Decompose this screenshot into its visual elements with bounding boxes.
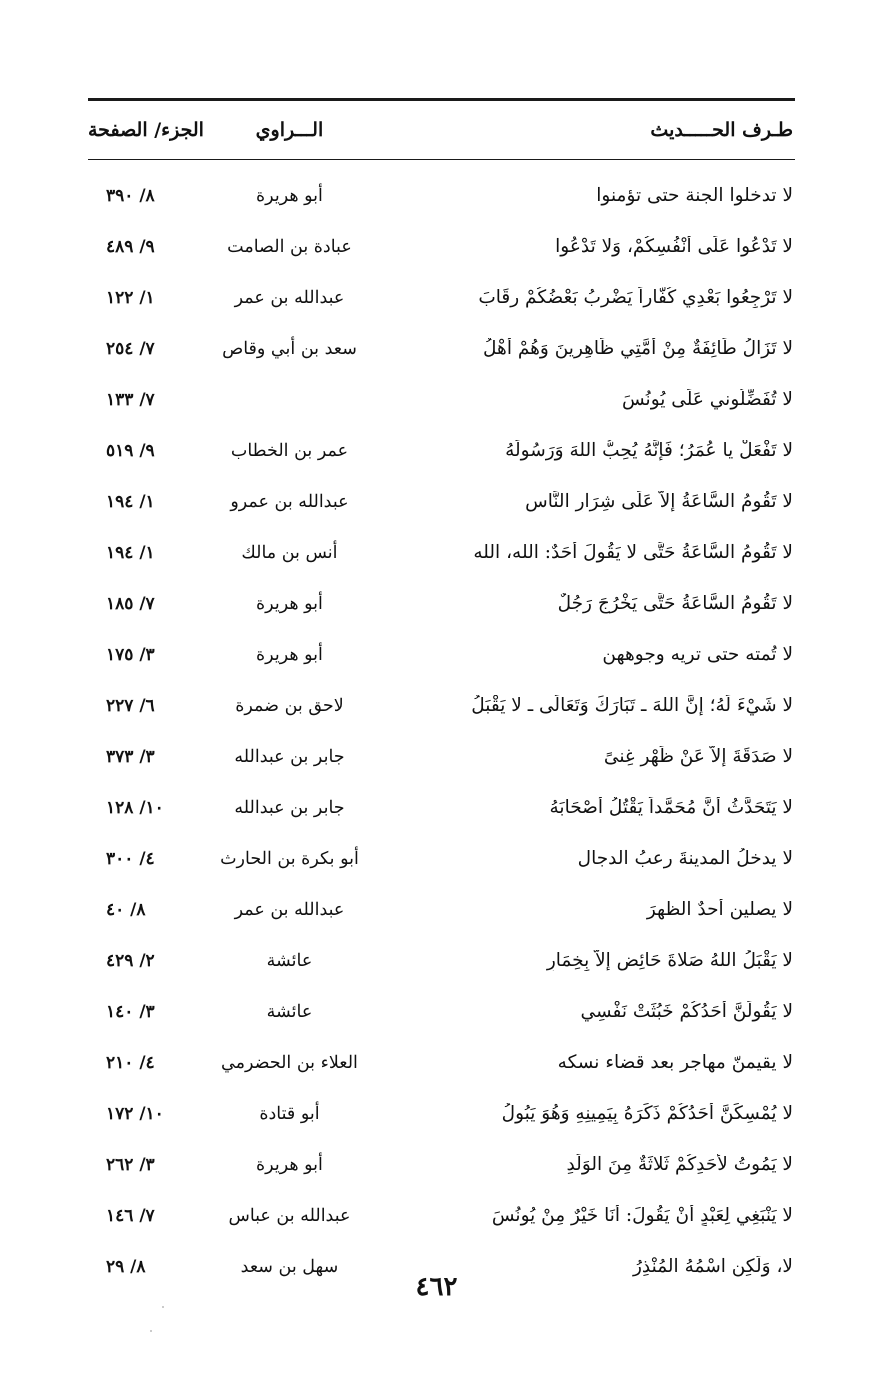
hadith-cell: لا تَزَالُ طَائِفَةٌ مِنْ أُمَّتِي ظَاهِرِينَ وَهُمْ أَهْلُ xyxy=(483,338,793,359)
table-row xyxy=(88,833,795,884)
hadith-cell: لا تَقُومُ السَّاعَةُ حَتَّى لا يَقُولَ أَحَدٌ: الله، الله xyxy=(473,542,793,563)
table-header xyxy=(88,101,795,160)
table-row xyxy=(88,884,795,935)
hadith-cell: لا يصلين أحدٌ الظهرَ xyxy=(646,899,793,920)
ref-cell: ٣/ ١٧٥ xyxy=(106,644,155,665)
hadith-cell: لا تَقُومُ السَّاعَةُ حَتَّى يَخْرُجَ رَجُلٌ xyxy=(557,593,793,614)
table-row xyxy=(88,629,795,680)
narrator-cell: عبادة بن الصامت xyxy=(227,236,352,257)
narrator-cell: أبو هريرة xyxy=(256,593,323,614)
narrator-cell: أبو قتادة xyxy=(259,1103,320,1124)
hadith-cell: لا يَمُوتُ لأَحَدِكُمْ ثَلاثَةٌ مِنَ الوَلَدِ xyxy=(566,1154,793,1175)
table-row xyxy=(88,680,795,731)
narrator-cell: أبو هريرة xyxy=(256,185,323,206)
narrator-cell: عائشة xyxy=(266,950,313,971)
table-row xyxy=(88,221,795,272)
table-row xyxy=(88,1139,795,1190)
hadith-cell: لا صَدَقَةَ إِلاَّ عَنْ ظَهْرِ غِنىً xyxy=(603,746,793,767)
table-row xyxy=(88,476,795,527)
narrator-cell: عبدالله بن عمر xyxy=(234,899,345,920)
page-number: ٤٦٢ xyxy=(415,1272,458,1302)
ref-cell: ٨/ ٣٩٠ xyxy=(106,185,155,206)
ref-cell: ٣/ ١٤٠ xyxy=(106,1001,155,1022)
narrator-cell: أنس بن مالك xyxy=(241,542,338,563)
header-ref: الجزء/ الصفحة xyxy=(88,119,204,141)
hadith-cell: لا يَتَحَدَّثُ أَنَّ مُحَمَّداً يَقْتُلُ أَصْحَابَهُ xyxy=(549,797,793,818)
ref-cell: ٩/ ٤٨٩ xyxy=(106,236,155,257)
hadith-cell: لا يَقْبَلُ اللهُ صَلاةَ حَائِضٍ إِلاَّ بِخِمَارٍ xyxy=(546,950,793,971)
table-body xyxy=(88,160,795,1292)
ref-cell: ١٠/ ١٧٢ xyxy=(106,1103,164,1124)
ref-cell: ٧/ ١٣٣ xyxy=(106,389,155,410)
narrator-cell: أبو هريرة xyxy=(256,644,323,665)
hadith-cell: لا تَقُومُ السَّاعَةُ إِلاَّ عَلَى شِرَارِ النَّاسِ xyxy=(525,491,793,512)
ref-cell: ٣/ ٢٦٢ xyxy=(106,1154,155,1175)
hadith-cell: لا تُمته حتى تريه وجوههن xyxy=(602,644,793,665)
table-row xyxy=(88,527,795,578)
hadith-cell: لا يدخلُ المدينةَ رعبُ الدجال xyxy=(577,848,793,869)
index-table xyxy=(88,98,795,1292)
narrator-cell: لاحق بن ضمرة xyxy=(235,695,344,716)
hadith-cell: لا، وَلَكِنِ اسْمُهُ المُنْذِرُ xyxy=(633,1256,793,1277)
scan-speck xyxy=(150,1330,152,1332)
hadith-cell: لا يُمْسِكَنَّ أَحَدُكُمْ ذَكَرَهُ بِيَمِينِهِ وَهُوَ يَبُولُ xyxy=(501,1103,793,1124)
narrator-cell: عبدالله بن عمر xyxy=(234,287,345,308)
table-row xyxy=(88,935,795,986)
ref-cell: ٨/ ٢٩ xyxy=(106,1256,146,1277)
header-narrator: الـــراوي xyxy=(255,119,324,141)
table-row xyxy=(88,1190,795,1241)
hadith-cell: لا تدخلوا الجنة حتى تؤمنوا xyxy=(596,185,793,206)
narrator-cell: العلاء بن الحضرمي xyxy=(221,1052,358,1073)
hadith-cell: لا تُفَضِّلُوني عَلَى يُونُسَ xyxy=(621,389,793,410)
ref-cell: ١/ ١٩٤ xyxy=(106,491,155,512)
narrator-cell: أبو هريرة xyxy=(256,1154,323,1175)
hadith-cell: لا يَنْبَغِي لِعَبْدٍ أَنْ يَقُولَ: أَنَا خَيْرٌ مِنْ يُونُسَ xyxy=(491,1205,793,1226)
hadith-cell: لا تَفْعَلْ يا عُمَرُ؛ فَإِنَّهُ يُحِبُّ اللهَ وَرَسُولَهُ xyxy=(505,440,793,461)
ref-cell: ٧/ ١٨٥ xyxy=(106,593,155,614)
hadith-cell: لا تَدْعُوا عَلَى أَنْفُسِكُمْ، وَلا تَدْعُوا xyxy=(555,236,793,257)
header-hadith: طـرف الحـــــديث xyxy=(650,119,793,141)
hadith-cell: لا يَقُولَنَّ أَحَدُكُمْ خَبُثَتْ نَفْسِي xyxy=(580,1001,793,1022)
narrator-cell: عمر بن الخطاب xyxy=(230,440,349,461)
narrator-cell: عبدالله بن عمرو xyxy=(230,491,349,512)
narrator-cell: أبو بكرة بن الحارث xyxy=(220,848,359,869)
narrator-cell: سهل بن سعد xyxy=(240,1256,339,1277)
narrator-cell: سعد بن أبي وقاص xyxy=(222,338,357,359)
ref-cell: ١٠/ ١٢٨ xyxy=(106,797,164,818)
ref-cell: ٨/ ٤٠ xyxy=(106,899,146,920)
narrator-cell: جابر بن عبدالله xyxy=(234,746,345,767)
table-row xyxy=(88,1037,795,1088)
hadith-cell: لا يقيمنّ مهاجر بعد قضاء نسكه xyxy=(557,1052,793,1073)
table-row xyxy=(88,986,795,1037)
ref-cell: ٢/ ٤٢٩ xyxy=(106,950,155,971)
ref-cell: ٧/ ٢٥٤ xyxy=(106,338,155,359)
ref-cell: ٧/ ١٤٦ xyxy=(106,1205,155,1226)
table-row xyxy=(88,272,795,323)
narrator-cell: جابر بن عبدالله xyxy=(234,797,345,818)
table-row xyxy=(88,731,795,782)
table-row xyxy=(88,170,795,221)
ref-cell: ٤/ ٣٠٠ xyxy=(106,848,155,869)
ref-cell: ٦/ ٢٢٧ xyxy=(106,695,155,716)
table-row xyxy=(88,323,795,374)
ref-cell: ١/ ١٢٢ xyxy=(106,287,155,308)
scan-speck xyxy=(162,1306,164,1308)
hadith-cell: لا شَيْءَ لَهُ؛ إِنَّ اللهَ ـ تَبَارَكَ وَتَعَالَى ـ لا يَقْبَلُ xyxy=(471,695,793,716)
narrator-cell: عائشة xyxy=(266,1001,313,1022)
table-row xyxy=(88,782,795,833)
table-row xyxy=(88,578,795,629)
ref-cell: ٩/ ٥١٩ xyxy=(106,440,155,461)
ref-cell: ٣/ ٣٧٣ xyxy=(106,746,155,767)
table-row xyxy=(88,374,795,425)
table-row xyxy=(88,425,795,476)
ref-cell: ٤/ ٢١٠ xyxy=(106,1052,155,1073)
narrator-cell: عبدالله بن عباس xyxy=(228,1205,351,1226)
hadith-cell: لا تَرْجِعُوا بَعْدِي كُفَّاراً يَضْرِبُ بَعْضُكُمْ رِقَابَ xyxy=(478,287,793,308)
ref-cell: ١/ ١٩٤ xyxy=(106,542,155,563)
table-row xyxy=(88,1088,795,1139)
